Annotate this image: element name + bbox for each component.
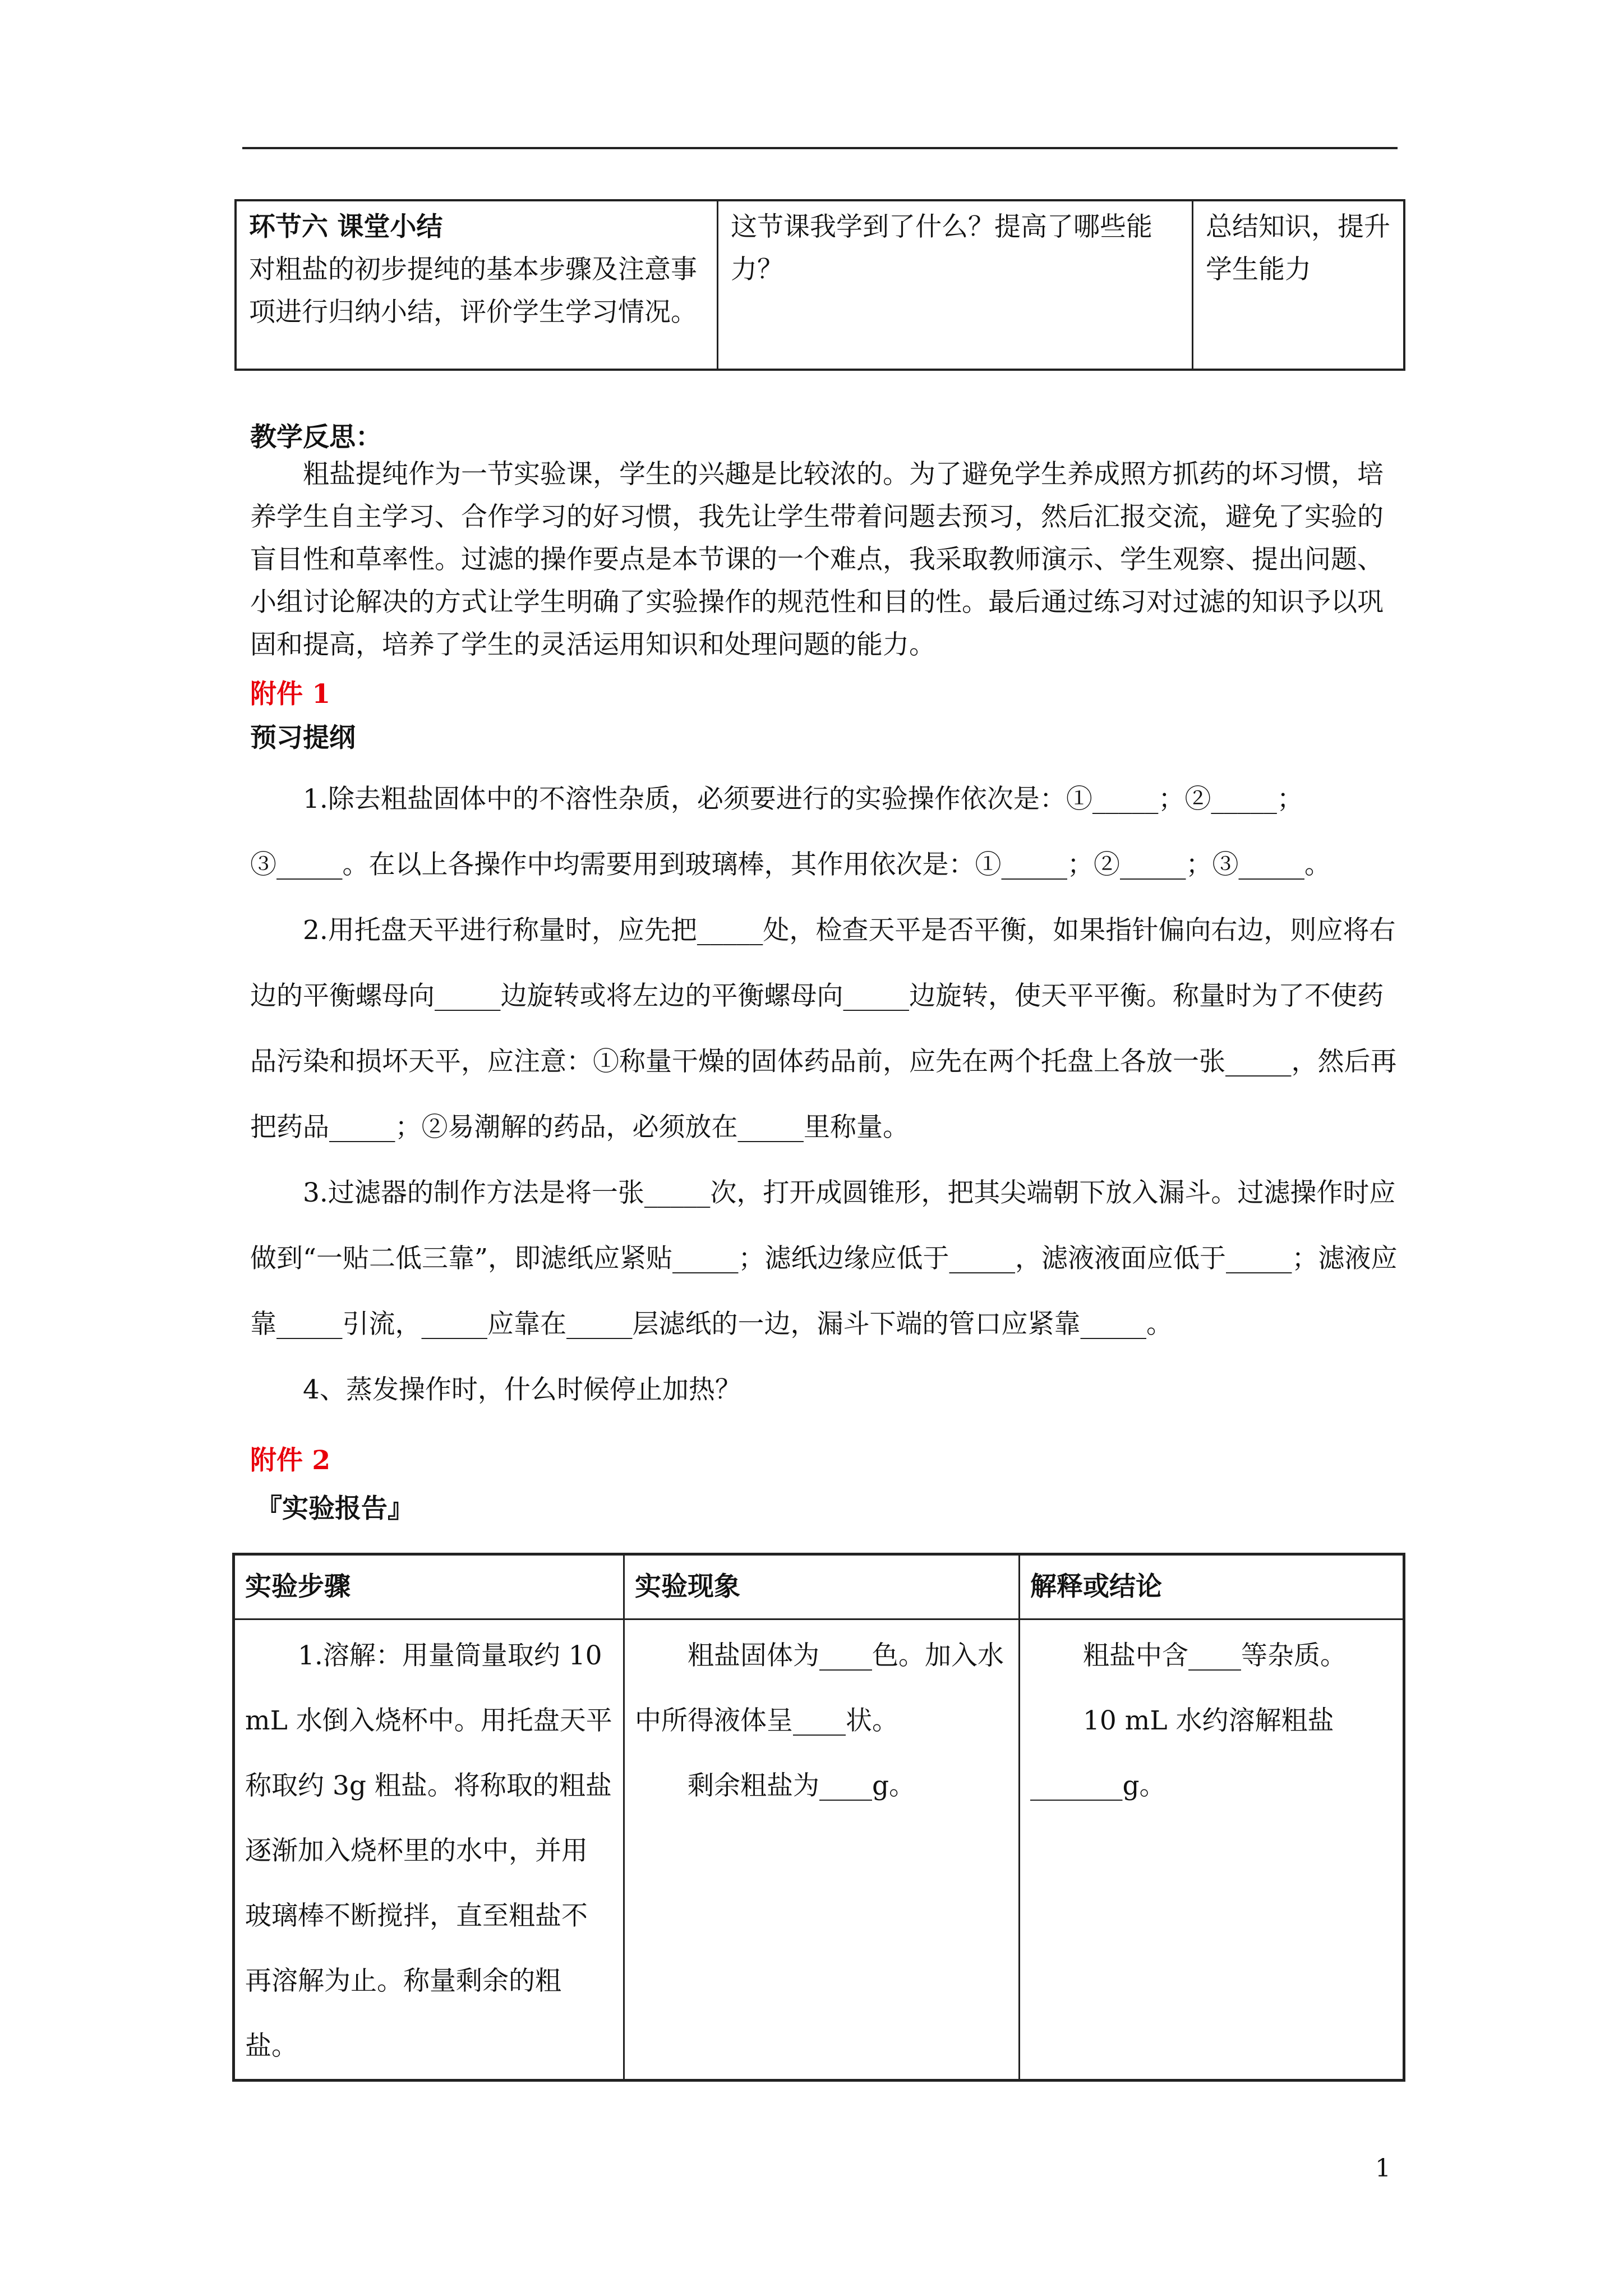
outline-item: 2.用托盘天平进行称量时，应先把_____处，检查天平是否平衡，如果指针偏向右边，则应将右边的平衡螺母向_____边旋转或将左边的平衡螺母向_____边旋转，使天平平衡。称量时为了不使药品污染和损坏天平，应注意：①称量干燥的固体药品前，应先在两个托盘上各放一张_____，然后再把药品_____；②易潮解的药品，必须放在_____里称量。: [250, 915, 1397, 1143]
phenomenon-cell: [624, 1619, 1020, 2081]
conclusion-cell: [1020, 1619, 1404, 2081]
header-rule: [242, 147, 1398, 149]
outline-item: 3.过滤器的制作方法是将一张_____次，打开成圆锥形，把其尖端朝下放入漏斗。过滤操作时应做到“一贴二低三靠”，即滤纸应紧贴_____；滤纸边缘应低于_____，滤液液面应低于_____；滤液应靠_____引流，_____应靠在_____层滤纸的一边，漏斗下端的管口应紧靠_____。: [250, 1177, 1398, 1340]
page-number: 1: [1375, 2154, 1391, 2183]
summary-purpose-cell: [1193, 200, 1405, 370]
report-title: 『实验报告』: [256, 1493, 414, 1524]
phenomenon-line: 剩余粗盐为____g。: [688, 1770, 916, 1801]
lesson-summary-table: [234, 199, 1405, 371]
outline-item: 1.除去粗盐固体中的不溶性杂质，必须要进行的实验操作依次是：①_____；②_____；③_____。在以上各操作中均需要用到玻璃棒，其作用依次是：①_____；②_____；③_____。: [250, 784, 1331, 880]
step-text: 1.溶解：用量筒量取约 10 mL 水倒入烧杯中。用托盘天平称取约 3g 粗盐。将称取的粗盐逐渐加入烧杯里的水中，并用玻璃棒不断搅拌，直至粗盐不再溶解为止。称量剩余的粗盐。: [245, 1640, 612, 2062]
outline-item: 4、蒸发操作时，什么时候停止加热？: [303, 1374, 741, 1405]
reflection-title: 教学反思：: [250, 422, 382, 453]
header-conclusion: 解释或结论: [1020, 1554, 1404, 1619]
summary-student-cell: [718, 200, 1193, 370]
phenomenon-line: 粗盐固体为____色。加入水中所得液体呈____状。: [635, 1640, 1004, 1736]
summary-stage-text: 对粗盐的初步提纯的基本步骤及注意事项进行归纳小结，评价学生学习情况。: [249, 254, 697, 328]
header-steps: 实验步骤: [234, 1554, 624, 1619]
attachment1-heading: 附件 1: [250, 679, 331, 710]
summary-student-text: 这节课我学到了什么？提高了哪些能力？: [731, 211, 1152, 285]
step-cell: [234, 1619, 624, 2081]
outline-title: 预习提纲: [250, 723, 356, 753]
summary-stage-cell: [236, 200, 718, 370]
conclusion-line: 10 mL 水约溶解粗盐_______g。: [1030, 1705, 1334, 1801]
outline-body: [250, 766, 1405, 1423]
conclusion-line: 粗盐中含____等杂质。: [1083, 1640, 1347, 1671]
attachment2-heading: 附件 2: [250, 1445, 331, 1476]
experiment-report-table: [232, 1553, 1405, 2082]
summary-stage-title: 环节六 课堂小结: [249, 211, 443, 242]
reflection-body: 粗盐提纯作为一节实验课，学生的兴趣是比较浓的。为了避免学生养成照方抓药的坏习惯，培养学生自主学习、合作学习的好习惯，我先让学生带着问题去预习，然后汇报交流，避免了实验的盲目性和草率性。过滤的操作要点是本节课的一个难点，我采取教师演示、学生观察、提出问题、小组讨论解决的方式让学生明确了实验操作的规范性和目的性。最后通过练习对过滤的知识予以巩固和提高，培养了学生的灵活运用知识和处理问题的能力。: [250, 459, 1384, 660]
header-phenomena: 实验现象: [624, 1554, 1020, 1619]
summary-purpose-text: 总结知识，提升学生能力: [1206, 211, 1390, 285]
